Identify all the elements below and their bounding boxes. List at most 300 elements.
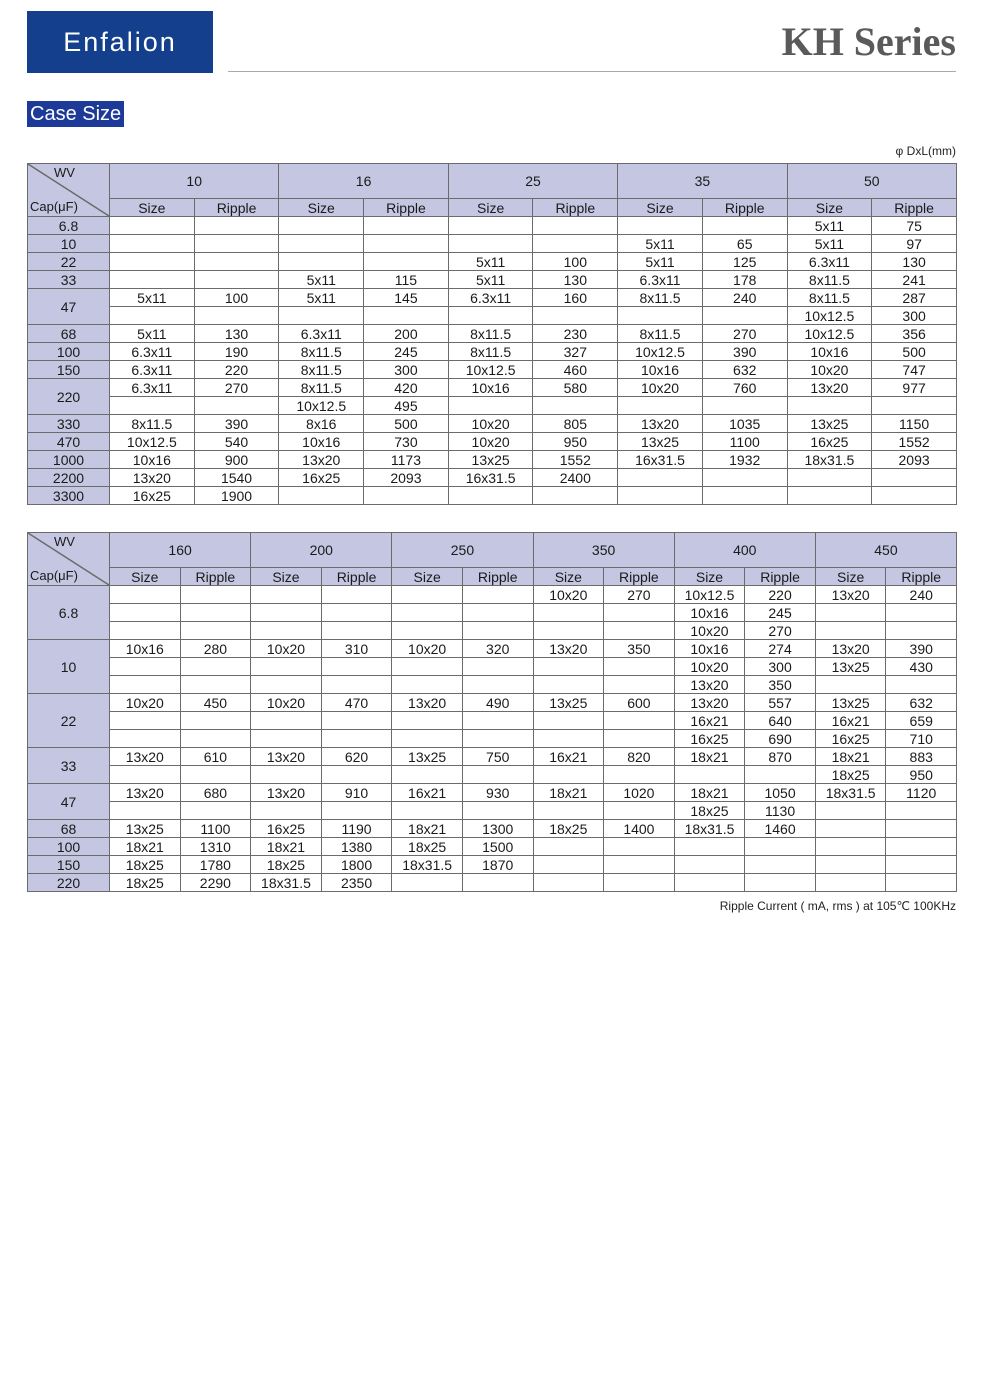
size-cell xyxy=(815,676,886,694)
size-cell xyxy=(110,622,181,640)
size-cell: 16x31.5 xyxy=(448,469,533,487)
size-cell xyxy=(110,802,181,820)
ripple-cell xyxy=(364,217,449,235)
wv-label: WV xyxy=(54,534,75,549)
size-cell: 13x25 xyxy=(533,694,604,712)
table-row xyxy=(28,361,957,379)
ripple-cell: 730 xyxy=(364,433,449,451)
ripple-cell xyxy=(886,622,957,640)
ripple-cell: 1120 xyxy=(886,784,957,802)
capacitance-cell: 47 xyxy=(28,289,110,325)
size-cell: 8x11.5 xyxy=(618,289,703,307)
ripple-cell: 240 xyxy=(886,586,957,604)
ripple-cell xyxy=(321,586,392,604)
table-row xyxy=(28,325,957,343)
case-size-table-high-voltage xyxy=(27,532,957,892)
size-cell: 18x21 xyxy=(392,820,463,838)
ripple-cell xyxy=(886,820,957,838)
ripple-cell xyxy=(194,397,279,415)
size-cell: 13x25 xyxy=(815,658,886,676)
size-cell xyxy=(533,658,604,676)
ripple-cell: 300 xyxy=(364,361,449,379)
size-cell xyxy=(251,658,322,676)
size-cell: 13x25 xyxy=(392,748,463,766)
size-cell xyxy=(815,874,886,892)
ripple-cell xyxy=(364,253,449,271)
ripple-cell xyxy=(180,622,251,640)
size-cell: 10x20 xyxy=(251,694,322,712)
size-cell xyxy=(110,217,195,235)
ripple-cell: 190 xyxy=(194,343,279,361)
voltage-header: 50 xyxy=(787,164,956,199)
table-row xyxy=(28,604,957,622)
size-cell: 10x20 xyxy=(533,586,604,604)
size-cell: 5x11 xyxy=(448,253,533,271)
ripple-cell xyxy=(604,604,675,622)
ripple-cell xyxy=(886,874,957,892)
ripple-cell xyxy=(180,802,251,820)
size-cell xyxy=(110,307,195,325)
ripple-cell xyxy=(604,874,675,892)
size-cell: 13x20 xyxy=(815,640,886,658)
brand-logo xyxy=(27,11,213,73)
size-cell: 16x25 xyxy=(815,730,886,748)
capacitance-cell: 22 xyxy=(28,694,110,748)
series-title: KH Series xyxy=(781,19,956,64)
ripple-cell: 280 xyxy=(180,640,251,658)
ripple-cell: 500 xyxy=(364,415,449,433)
table-row xyxy=(28,784,957,802)
ripple-cell xyxy=(364,235,449,253)
ripple-cell: 97 xyxy=(872,235,957,253)
size-cell xyxy=(392,658,463,676)
table-row xyxy=(28,235,957,253)
ripple-cell xyxy=(872,487,957,505)
size-cell: 13x25 xyxy=(618,433,703,451)
size-cell: 13x20 xyxy=(251,784,322,802)
size-cell: 18x25 xyxy=(251,856,322,874)
size-cell: 8x11.5 xyxy=(787,271,872,289)
ripple-cell: 220 xyxy=(745,586,816,604)
ripple-cell: 65 xyxy=(702,235,787,253)
ripple-cell: 1150 xyxy=(872,415,957,433)
capacitance-cell: 220 xyxy=(28,874,110,892)
size-cell xyxy=(815,838,886,856)
size-cell: 18x21 xyxy=(110,838,181,856)
size-cell: 10x12.5 xyxy=(618,343,703,361)
ripple-cell: 1100 xyxy=(180,820,251,838)
table-row xyxy=(28,766,957,784)
size-cell: 18x25 xyxy=(392,838,463,856)
size-cell: 5x11 xyxy=(110,289,195,307)
ripple-cell xyxy=(462,604,533,622)
ripple-cell: 287 xyxy=(872,289,957,307)
ripple-cell xyxy=(462,622,533,640)
table-row xyxy=(28,487,957,505)
ripple-cell: 1800 xyxy=(321,856,392,874)
size-cell: 5x11 xyxy=(448,271,533,289)
size-cell: 10x16 xyxy=(448,379,533,397)
size-cell: 10x20 xyxy=(251,640,322,658)
table-row xyxy=(28,433,957,451)
ripple-cell: 130 xyxy=(872,253,957,271)
ripple-cell: 274 xyxy=(745,640,816,658)
capacitance-cell: 6.8 xyxy=(28,217,110,235)
size-cell xyxy=(448,307,533,325)
size-cell: 10x12.5 xyxy=(110,433,195,451)
size-cell xyxy=(815,820,886,838)
size-cell: 13x20 xyxy=(815,586,886,604)
ripple-cell: 220 xyxy=(194,361,279,379)
size-cell xyxy=(279,253,364,271)
size-cell: 18x25 xyxy=(110,856,181,874)
ripple-cell xyxy=(872,397,957,415)
ripple-cell xyxy=(533,397,618,415)
size-cell: 10x12.5 xyxy=(787,307,872,325)
size-cell xyxy=(110,235,195,253)
voltage-header: 250 xyxy=(392,533,533,568)
ripple-cell: 390 xyxy=(886,640,957,658)
table-row xyxy=(28,658,957,676)
ripple-cell xyxy=(745,874,816,892)
size-cell: 16x21 xyxy=(815,712,886,730)
capacitance-cell: 470 xyxy=(28,433,110,451)
capacitance-cell: 2200 xyxy=(28,469,110,487)
size-cell xyxy=(110,676,181,694)
ripple-cell: 1190 xyxy=(321,820,392,838)
size-cell xyxy=(251,730,322,748)
size-cell: 13x25 xyxy=(110,820,181,838)
capacitance-cell: 220 xyxy=(28,379,110,415)
size-cell: 16x25 xyxy=(251,820,322,838)
ripple-cell: 2400 xyxy=(533,469,618,487)
ripple-cell: 710 xyxy=(886,730,957,748)
size-cell xyxy=(533,766,604,784)
size-cell: 10x12.5 xyxy=(279,397,364,415)
ripple-cell: 1050 xyxy=(745,784,816,802)
ripple-cell xyxy=(886,856,957,874)
ripple-cell xyxy=(533,217,618,235)
size-cell xyxy=(448,487,533,505)
ripple-subheader: Ripple xyxy=(533,199,618,217)
capacitance-cell: 68 xyxy=(28,325,110,343)
size-cell: 13x20 xyxy=(110,784,181,802)
ripple-cell: 390 xyxy=(702,343,787,361)
ripple-cell: 310 xyxy=(321,640,392,658)
ripple-cell: 632 xyxy=(886,694,957,712)
size-cell xyxy=(448,217,533,235)
size-cell: 8x11.5 xyxy=(618,325,703,343)
ripple-cell: 300 xyxy=(872,307,957,325)
size-cell: 10x16 xyxy=(110,640,181,658)
ripple-cell: 580 xyxy=(533,379,618,397)
ripple-cell xyxy=(604,838,675,856)
size-cell xyxy=(787,397,872,415)
size-cell xyxy=(110,586,181,604)
ripple-cell: 620 xyxy=(321,748,392,766)
ripple-cell: 2350 xyxy=(321,874,392,892)
capacitance-cell: 6.8 xyxy=(28,586,110,640)
ripple-cell: 1870 xyxy=(462,856,533,874)
voltage-header: 450 xyxy=(815,533,956,568)
ripple-subheader: Ripple xyxy=(745,568,816,586)
table-row xyxy=(28,271,957,289)
ripple-cell xyxy=(462,658,533,676)
ripple-cell xyxy=(180,766,251,784)
ripple-cell xyxy=(462,874,533,892)
ripple-cell xyxy=(702,217,787,235)
size-cell xyxy=(110,397,195,415)
ripple-cell xyxy=(604,622,675,640)
capacitance-cell: 100 xyxy=(28,343,110,361)
size-cell xyxy=(251,766,322,784)
ripple-cell: 241 xyxy=(872,271,957,289)
size-cell xyxy=(110,253,195,271)
ripple-cell xyxy=(604,712,675,730)
size-cell: 10x16 xyxy=(674,640,745,658)
ripple-cell xyxy=(180,604,251,622)
ripple-subheader: Ripple xyxy=(702,199,787,217)
ripple-cell xyxy=(872,469,957,487)
size-cell: 18x25 xyxy=(815,766,886,784)
size-cell: 18x21 xyxy=(674,748,745,766)
ripple-cell: 100 xyxy=(533,253,618,271)
size-cell: 16x25 xyxy=(787,433,872,451)
table-row xyxy=(28,694,957,712)
size-subheader: Size xyxy=(533,568,604,586)
ripple-cell xyxy=(462,586,533,604)
ripple-cell xyxy=(194,271,279,289)
ripple-cell: 430 xyxy=(886,658,957,676)
size-cell: 16x25 xyxy=(110,487,195,505)
size-cell: 5x11 xyxy=(618,253,703,271)
capacitance-cell: 47 xyxy=(28,784,110,820)
size-cell xyxy=(618,469,703,487)
table-row xyxy=(28,379,957,397)
size-subheader: Size xyxy=(618,199,703,217)
size-cell: 6.3x11 xyxy=(448,289,533,307)
ripple-cell xyxy=(702,487,787,505)
table-row xyxy=(28,640,957,658)
size-cell xyxy=(251,586,322,604)
ripple-cell: 1300 xyxy=(462,820,533,838)
table-row xyxy=(28,874,957,892)
size-cell: 10x16 xyxy=(110,451,195,469)
ripple-cell xyxy=(321,730,392,748)
size-cell: 18x25 xyxy=(110,874,181,892)
size-cell xyxy=(815,802,886,820)
size-cell xyxy=(533,712,604,730)
ripple-cell: 130 xyxy=(194,325,279,343)
table-row xyxy=(28,730,957,748)
table-row xyxy=(28,838,957,856)
ripple-cell: 356 xyxy=(872,325,957,343)
wv-label: WV xyxy=(54,165,75,180)
size-cell: 13x25 xyxy=(448,451,533,469)
ripple-subheader: Ripple xyxy=(462,568,533,586)
size-cell: 8x11.5 xyxy=(279,343,364,361)
ripple-cell xyxy=(462,712,533,730)
size-cell xyxy=(392,802,463,820)
table-row xyxy=(28,748,957,766)
section-label: Case Size xyxy=(27,101,124,127)
ripple-cell xyxy=(745,838,816,856)
ripple-cell: 240 xyxy=(702,289,787,307)
size-cell xyxy=(618,217,703,235)
size-cell: 13x20 xyxy=(674,676,745,694)
ripple-cell xyxy=(321,676,392,694)
size-subheader: Size xyxy=(448,199,533,217)
capacitance-cell: 3300 xyxy=(28,487,110,505)
ripple-cell: 1173 xyxy=(364,451,449,469)
ripple-cell xyxy=(604,802,675,820)
ripple-cell: 270 xyxy=(745,622,816,640)
size-cell xyxy=(533,838,604,856)
ripple-cell xyxy=(321,712,392,730)
ripple-subheader: Ripple xyxy=(886,568,957,586)
ripple-cell: 145 xyxy=(364,289,449,307)
size-cell: 13x20 xyxy=(674,694,745,712)
ripple-cell: 805 xyxy=(533,415,618,433)
table-row xyxy=(28,343,957,361)
size-cell: 10x20 xyxy=(787,361,872,379)
ripple-subheader: Ripple xyxy=(321,568,392,586)
size-cell xyxy=(251,676,322,694)
table-row xyxy=(28,415,957,433)
brand-logo-text: Enfalion xyxy=(63,26,177,57)
size-cell: 16x21 xyxy=(533,748,604,766)
ripple-cell: 1100 xyxy=(702,433,787,451)
size-cell xyxy=(533,802,604,820)
ripple-cell: 1500 xyxy=(462,838,533,856)
ripple-subheader: Ripple xyxy=(180,568,251,586)
table-row xyxy=(28,253,957,271)
size-cell: 18x31.5 xyxy=(674,820,745,838)
size-cell xyxy=(533,856,604,874)
ripple-cell: 270 xyxy=(702,325,787,343)
ripple-cell: 178 xyxy=(702,271,787,289)
capacitance-cell: 150 xyxy=(28,856,110,874)
size-cell: 10x12.5 xyxy=(787,325,872,343)
size-subheader: Size xyxy=(787,199,872,217)
size-cell xyxy=(279,217,364,235)
ripple-cell xyxy=(745,766,816,784)
size-cell: 5x11 xyxy=(110,325,195,343)
size-cell xyxy=(392,766,463,784)
ripple-cell: 930 xyxy=(462,784,533,802)
ripple-cell: 350 xyxy=(604,640,675,658)
ripple-cell xyxy=(533,487,618,505)
ripple-cell xyxy=(180,730,251,748)
table-row xyxy=(28,469,957,487)
size-cell xyxy=(787,487,872,505)
ripple-cell: 540 xyxy=(194,433,279,451)
ripple-cell: 680 xyxy=(180,784,251,802)
size-cell xyxy=(448,397,533,415)
size-cell: 8x11.5 xyxy=(279,379,364,397)
ripple-cell: 245 xyxy=(364,343,449,361)
ripple-cell xyxy=(194,307,279,325)
size-cell: 16x31.5 xyxy=(618,451,703,469)
ripple-cell: 115 xyxy=(364,271,449,289)
table-row xyxy=(28,586,957,604)
size-cell xyxy=(392,676,463,694)
case-size-table-low-voltage xyxy=(27,163,957,505)
size-cell: 10x20 xyxy=(448,415,533,433)
size-cell xyxy=(533,604,604,622)
size-cell: 10x20 xyxy=(448,433,533,451)
size-cell: 10x16 xyxy=(279,433,364,451)
size-cell xyxy=(674,874,745,892)
ripple-cell xyxy=(462,676,533,694)
size-cell: 6.3x11 xyxy=(618,271,703,289)
size-cell: 18x21 xyxy=(674,784,745,802)
capacitance-cell: 1000 xyxy=(28,451,110,469)
size-cell: 5x11 xyxy=(279,271,364,289)
ripple-cell: 420 xyxy=(364,379,449,397)
ripple-cell: 490 xyxy=(462,694,533,712)
ripple-cell: 327 xyxy=(533,343,618,361)
size-cell: 13x20 xyxy=(279,451,364,469)
ripple-subheader: Ripple xyxy=(364,199,449,217)
size-cell: 6.3x11 xyxy=(110,379,195,397)
size-cell: 18x31.5 xyxy=(392,856,463,874)
size-cell: 18x25 xyxy=(533,820,604,838)
size-subheader: Size xyxy=(110,199,195,217)
size-cell xyxy=(674,856,745,874)
size-cell: 8x11.5 xyxy=(448,343,533,361)
voltage-header: 200 xyxy=(251,533,392,568)
size-subheader: Size xyxy=(815,568,886,586)
size-cell: 18x25 xyxy=(674,802,745,820)
size-cell: 13x25 xyxy=(787,415,872,433)
size-cell: 6.3x11 xyxy=(110,343,195,361)
ripple-cell: 610 xyxy=(180,748,251,766)
size-cell: 18x31.5 xyxy=(787,451,872,469)
ripple-cell: 1035 xyxy=(702,415,787,433)
ripple-cell xyxy=(321,604,392,622)
size-cell xyxy=(618,487,703,505)
ripple-cell: 900 xyxy=(194,451,279,469)
size-subheader: Size xyxy=(392,568,463,586)
ripple-cell: 270 xyxy=(194,379,279,397)
header-divider xyxy=(228,71,956,72)
ripple-cell: 1932 xyxy=(702,451,787,469)
ripple-cell xyxy=(462,730,533,748)
ripple-cell xyxy=(194,253,279,271)
ripple-cell xyxy=(886,604,957,622)
ripple-cell xyxy=(604,766,675,784)
size-cell: 6.3x11 xyxy=(787,253,872,271)
wv-cap-corner-header xyxy=(28,164,110,217)
table-row xyxy=(28,451,957,469)
ripple-subheader: Ripple xyxy=(604,568,675,586)
size-cell: 18x31.5 xyxy=(251,874,322,892)
ripple-cell xyxy=(886,802,957,820)
voltage-header: 160 xyxy=(110,533,251,568)
table-row xyxy=(28,802,957,820)
ripple-cell: 470 xyxy=(321,694,392,712)
ripple-cell xyxy=(321,658,392,676)
size-cell xyxy=(533,730,604,748)
voltage-header: 350 xyxy=(533,533,674,568)
unit-note: φ DxL(mm) xyxy=(895,144,956,158)
size-cell: 6.3x11 xyxy=(110,361,195,379)
size-cell: 18x31.5 xyxy=(815,784,886,802)
ripple-cell: 1400 xyxy=(604,820,675,838)
ripple-cell xyxy=(364,487,449,505)
ripple-cell: 870 xyxy=(745,748,816,766)
